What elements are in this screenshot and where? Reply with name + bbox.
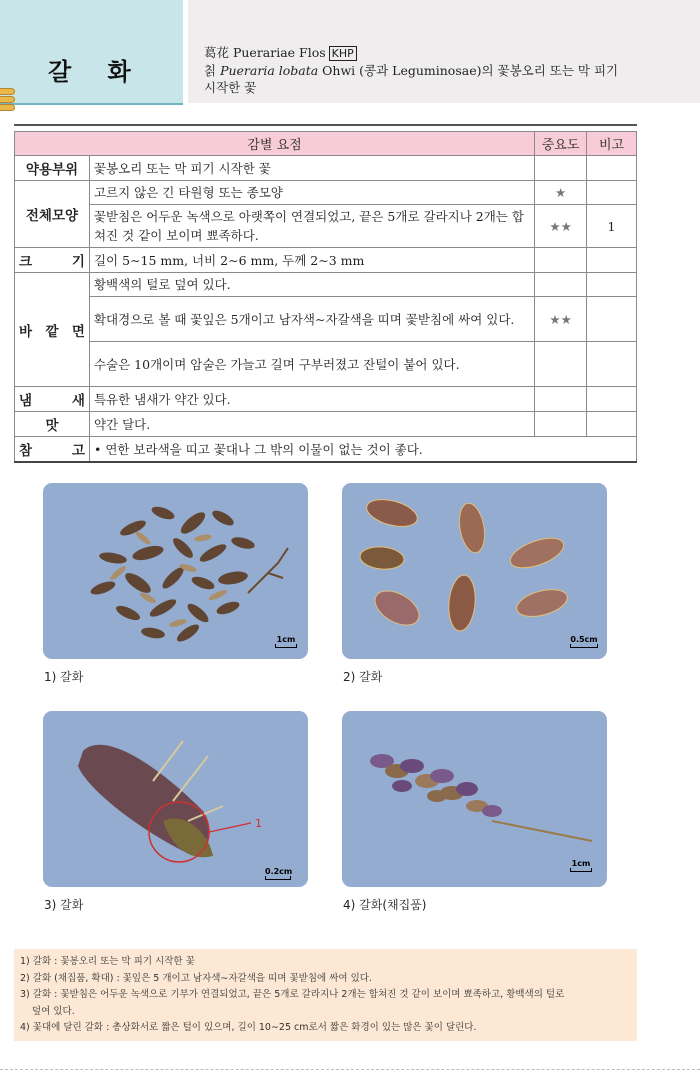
category-part: 약용부위 <box>15 156 90 181</box>
category-taste: 맛 <box>15 412 90 437</box>
photo-caption: 2) 갈화 <box>343 670 383 684</box>
table-cell: 길이 5∼15 mm, 너비 2∼6 mm, 두께 2∼3 mm <box>89 248 534 273</box>
table-cell: 꽃봉오리 또는 막 피기 시작한 꽃 <box>89 156 534 181</box>
inflorescence-illustration <box>342 711 607 887</box>
dried-flowers-illustration <box>43 483 308 659</box>
table-cell: 고르지 않은 긴 타원형 또는 종모양 <box>89 181 534 205</box>
note-ref: 1 <box>587 205 637 248</box>
photo-caption: 4) 갈화(채집품) <box>343 898 427 912</box>
importance-stars: ★ <box>535 181 587 205</box>
header-note: 비고 <box>587 132 637 156</box>
photo-enlarged-flowers <box>342 483 607 659</box>
stacked-coins-icon <box>0 88 14 110</box>
category-ref: 참 고 <box>15 437 90 463</box>
scale-bar: 1cm <box>570 859 592 872</box>
category-size: 크 기 <box>15 248 90 273</box>
photo-caption: 1) 갈화 <box>44 670 84 684</box>
footnote: 덮여 있다. <box>32 1005 75 1017</box>
header-points: 감별 요점 <box>15 132 535 156</box>
footnotes <box>14 949 637 1041</box>
table-cell: 꽃받침은 어두운 녹색으로 아랫쪽이 연결되었고, 끝은 5개로 갈라지나 2개는 합쳐진 것 같이 보이며 뾰족하다. <box>89 205 534 248</box>
photo-collected-inflorescence <box>342 711 607 887</box>
page-bottom-divider <box>0 1069 700 1070</box>
header-description: 葛花 Puerariae Flos KHP 칡 Pueraria lobata Ohwi (콩과 Leguminosae)의 꽃봉오리 또는 막 피기 시작한 꽃 <box>204 45 619 95</box>
photo-calyx-closeup <box>43 711 308 887</box>
divider <box>14 124 637 126</box>
herb-name-latin: 葛花 Puerariae Flos <box>204 45 326 60</box>
category-surface: 바 깥 면 <box>15 273 90 387</box>
marker-label: 1 <box>255 817 262 830</box>
photo-caption: 3) 갈화 <box>44 898 84 912</box>
table-cell: • 연한 보라색을 띠고 꽃대나 그 밖의 이물이 없는 것이 좋다. <box>89 437 636 463</box>
enlarged-flowers-illustration <box>342 483 607 659</box>
khp-badge: KHP <box>329 46 357 61</box>
identification-table <box>14 131 637 463</box>
species-name: Pueraria lobata <box>220 63 319 78</box>
category-smell: 냄 새 <box>15 387 90 412</box>
title-box <box>0 0 183 105</box>
table-cell: 특유한 냄새가 약간 있다. <box>89 387 534 412</box>
footnote: 3) 갈화 : 꽃받침은 어두운 녹색으로 기부가 연결되었고, 끝은 5개로 갈라지나 2개는 합쳐진 것 같이 보이며 뾰족하고, 황백색의 털로 <box>20 989 565 1000</box>
table-cell: 황백색의 털로 덮여 있다. <box>89 273 534 297</box>
footnote: 1) 갈화 : 꽃봉오리 또는 막 피기 시작한 꽃 <box>20 956 195 967</box>
footnote: 4) 꽃대에 달린 갈화 : 총상화서로 짧은 털이 있으며, 길이 10∼25 cm로서 짧은 화경이 있는 많은 꽃이 달린다. <box>20 1022 477 1033</box>
importance-stars: ★★ <box>535 205 587 248</box>
importance-stars: ★★ <box>535 297 587 342</box>
footnote: 2) 갈화 (채집품, 확대) : 꽃잎은 5 개이고 남자색∼자갈색을 띠며 꽃받침에 싸여 있다. <box>20 972 372 984</box>
table-cell: 약간 달다. <box>89 412 534 437</box>
page-title: 갈 화 <box>48 58 145 86</box>
table-cell: 수술은 10개이며 암술은 가늘고 길며 구부러졌고 잔털이 붙어 있다. <box>89 342 534 387</box>
scale-bar: 0.2cm <box>265 867 291 880</box>
scale-bar: 1cm <box>275 635 297 648</box>
calyx-closeup-illustration <box>43 711 308 887</box>
table-cell: 확대경으로 볼 때 꽃잎은 5개이고 남자색∼자갈색을 띠며 꽃받침에 싸여 있다. <box>89 297 534 342</box>
scale-bar: 0.5cm <box>570 635 598 648</box>
header-importance: 중요도 <box>535 132 587 156</box>
photo-dried-flowers <box>43 483 308 659</box>
category-shape: 전체모양 <box>15 181 90 248</box>
